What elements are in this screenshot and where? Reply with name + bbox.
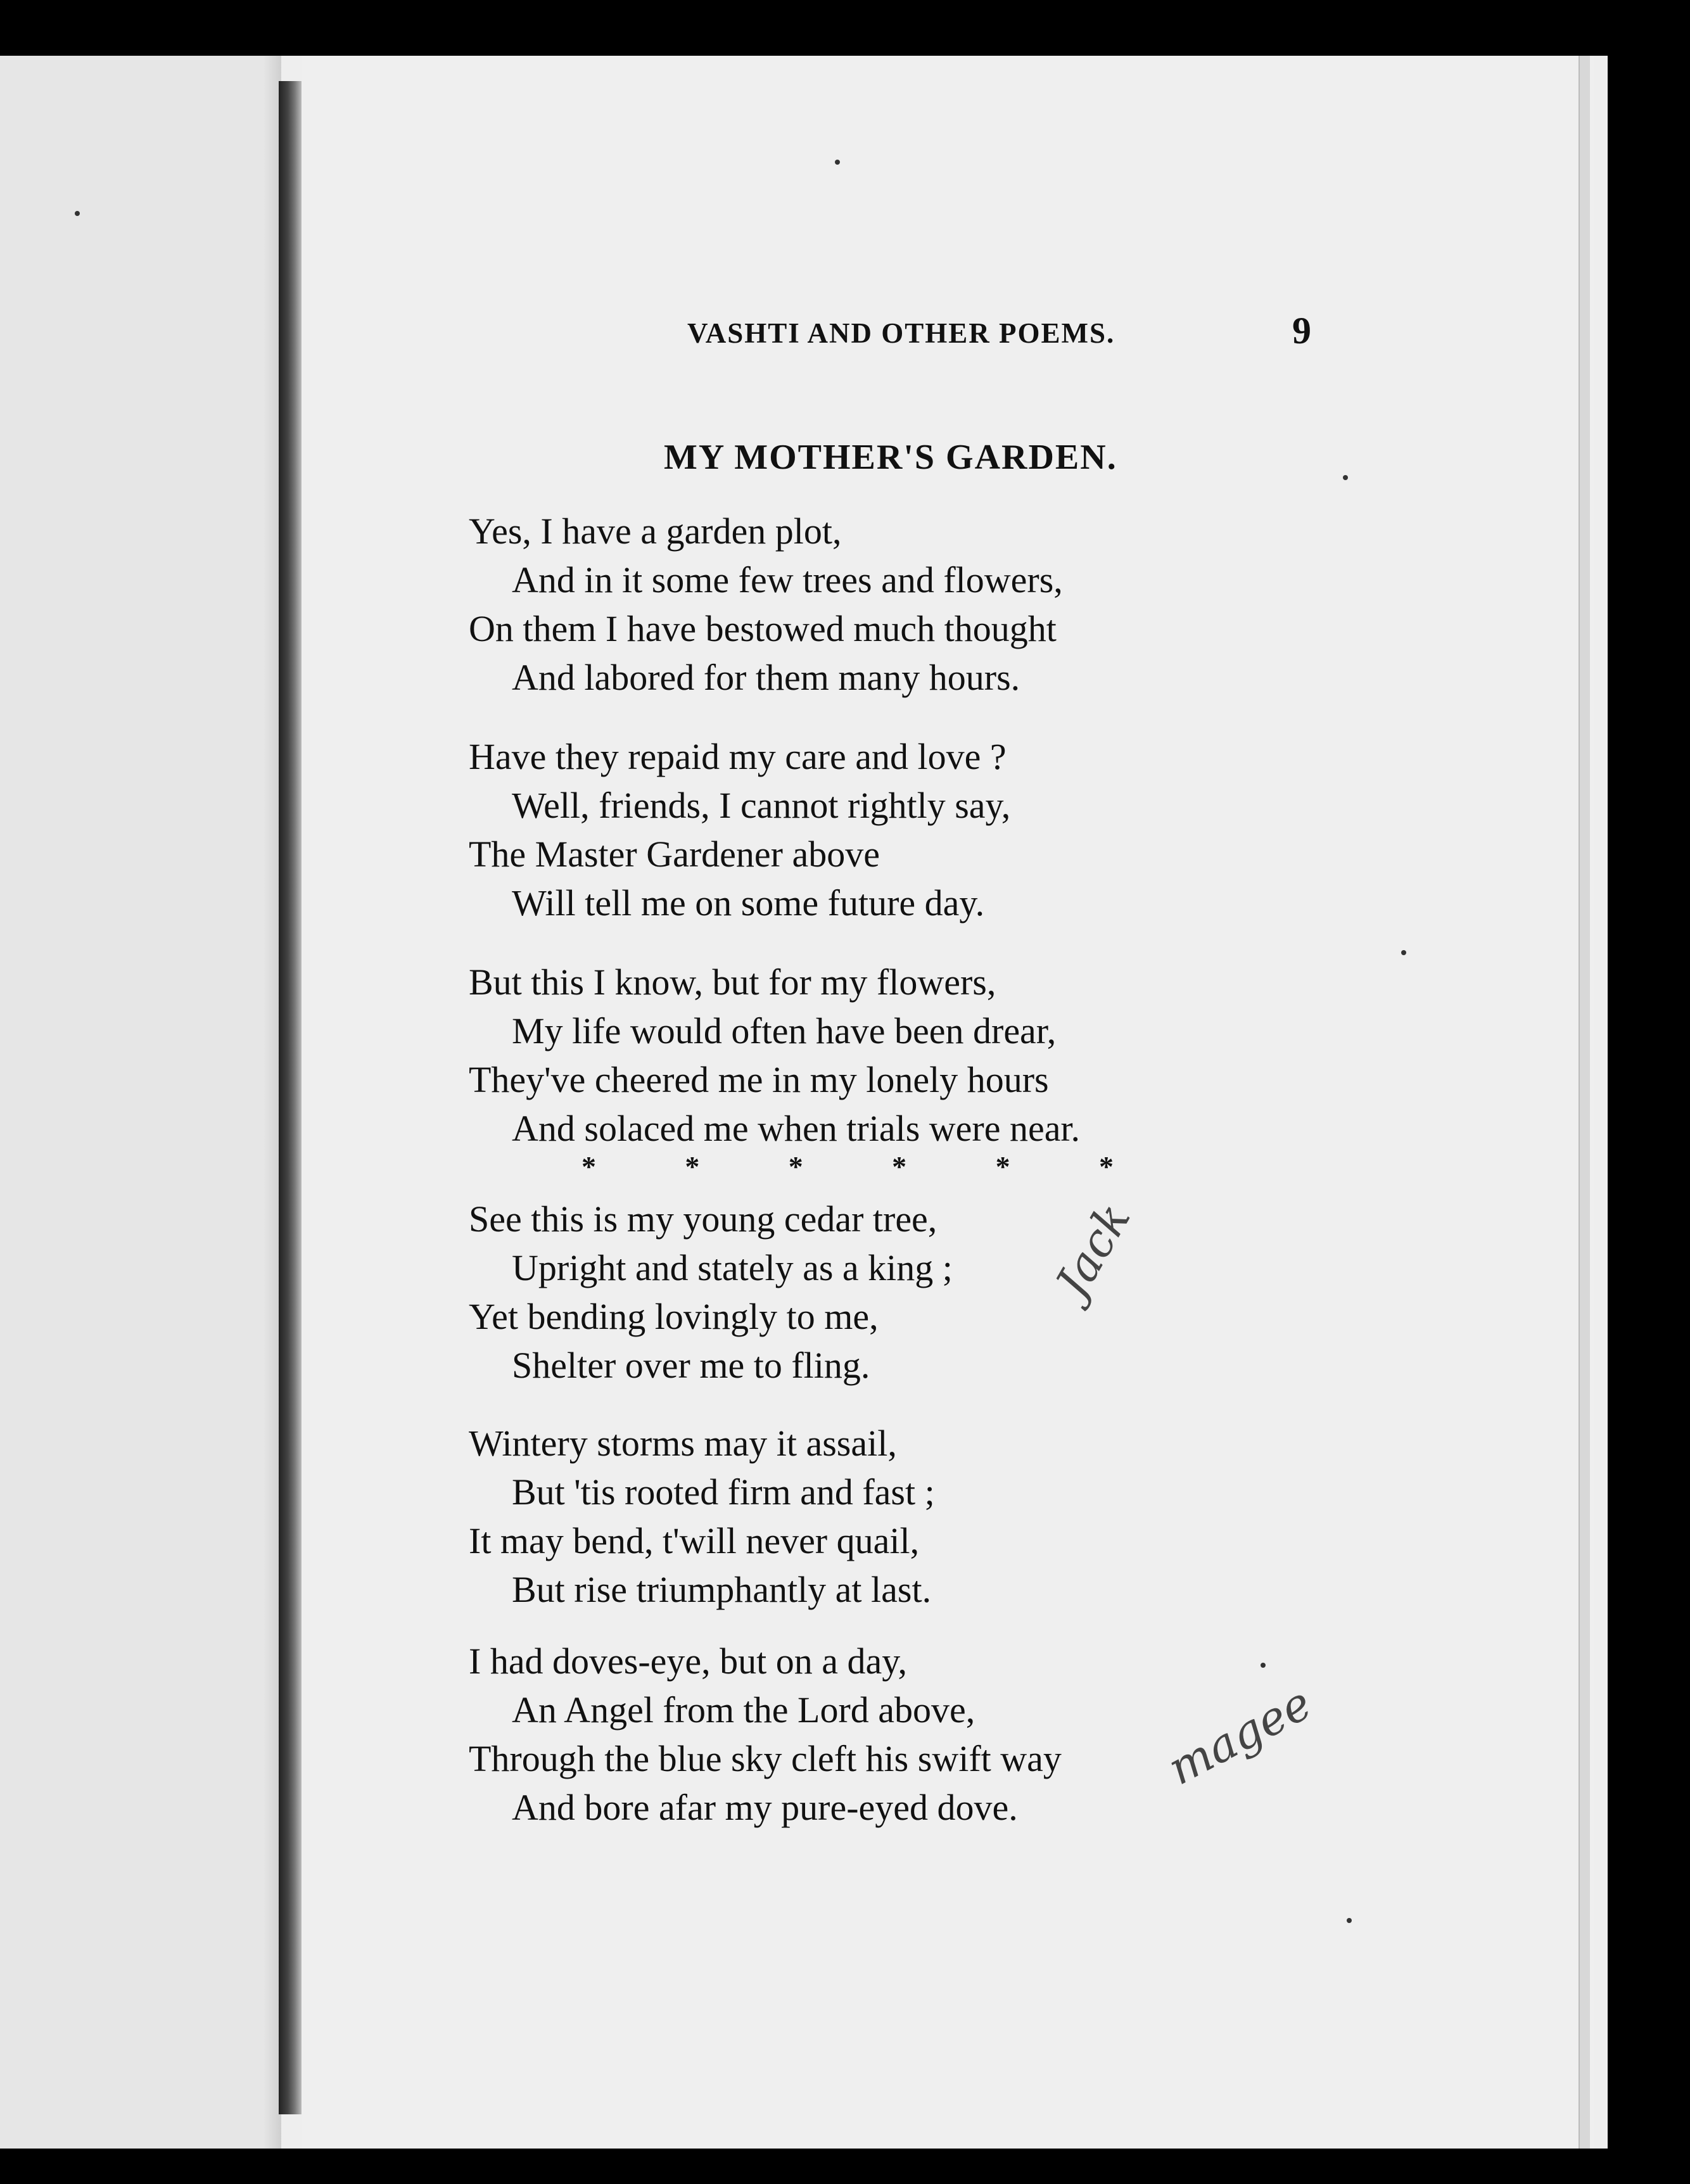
poem-line: On them I have bestowed much thought — [469, 608, 1057, 649]
speck — [1347, 1918, 1352, 1923]
handwritten-annotation: Jack — [1045, 1194, 1141, 1306]
stanza-2 — [469, 732, 1010, 927]
poem-line: I had doves-eye, but on a day, — [469, 1641, 908, 1682]
poem-line: And bore afar my pure-eyed dove. — [512, 1787, 1018, 1828]
poem-line: Upright and stately as a king ; — [512, 1247, 953, 1288]
asterisk: * — [1098, 1150, 1114, 1183]
poem-line: The Master Gardener above — [469, 834, 880, 875]
speck — [1401, 950, 1406, 955]
poem-line: Will tell me on some future day. — [512, 882, 985, 924]
asterisk: * — [581, 1150, 596, 1183]
running-head: VASHTI AND OTHER POEMS. — [687, 317, 1115, 349]
poem-line: My life would often have been drear, — [512, 1010, 1057, 1051]
stanza-1 — [469, 507, 1063, 702]
poem-line: Through the blue sky cleft his swift way — [469, 1738, 1062, 1779]
handwritten-annotation: magee — [1159, 1676, 1320, 1796]
poem-line: And labored for them many hours. — [512, 657, 1020, 698]
poem-line: Shelter over me to fling. — [512, 1345, 870, 1386]
poem-line: And solaced me when trials were near. — [512, 1108, 1081, 1149]
page-number: 9 — [1292, 310, 1311, 352]
poem-line: An Angel from the Lord above, — [512, 1689, 975, 1730]
stanza-3 — [469, 958, 1080, 1153]
speck — [1343, 475, 1348, 480]
poem-line: But this I know, but for my flowers, — [469, 962, 996, 1003]
poem-line: But 'tis rooted firm and fast ; — [512, 1471, 935, 1513]
poem-line: And in it some few trees and flowers, — [512, 559, 1063, 600]
book-gutter — [279, 81, 302, 2114]
poem-title: MY MOTHER'S GARDEN. — [664, 438, 1117, 477]
asterisk: * — [685, 1150, 700, 1183]
poem-line: They've cheered me in my lonely hours — [469, 1059, 1049, 1100]
section-break — [581, 1150, 1114, 1183]
speck — [1261, 1663, 1266, 1668]
page-edge — [1579, 56, 1590, 2149]
poem-line: Wintery storms may it assail, — [469, 1423, 897, 1464]
stanza-6 — [469, 1637, 1062, 1832]
asterisk: * — [788, 1150, 803, 1183]
poem-line: It may bend, t'will never quail, — [469, 1520, 920, 1561]
poem-line: Well, friends, I cannot rightly say, — [512, 785, 1011, 826]
stanza-4 — [469, 1195, 953, 1390]
poem-line: But rise triumphantly at last. — [512, 1569, 932, 1610]
left-page — [0, 56, 266, 2149]
speck — [835, 160, 840, 165]
poem-line: Yes, I have a garden plot, — [469, 511, 842, 552]
stanza-5 — [469, 1419, 935, 1614]
poem-line: See this is my young cedar tree, — [469, 1198, 937, 1240]
poem-line: Yet bending lovingly to me, — [469, 1296, 879, 1337]
poem-line: Have they repaid my care and love ? — [469, 736, 1007, 777]
speck — [75, 211, 80, 216]
asterisk: * — [892, 1150, 907, 1183]
asterisk: * — [995, 1150, 1010, 1183]
